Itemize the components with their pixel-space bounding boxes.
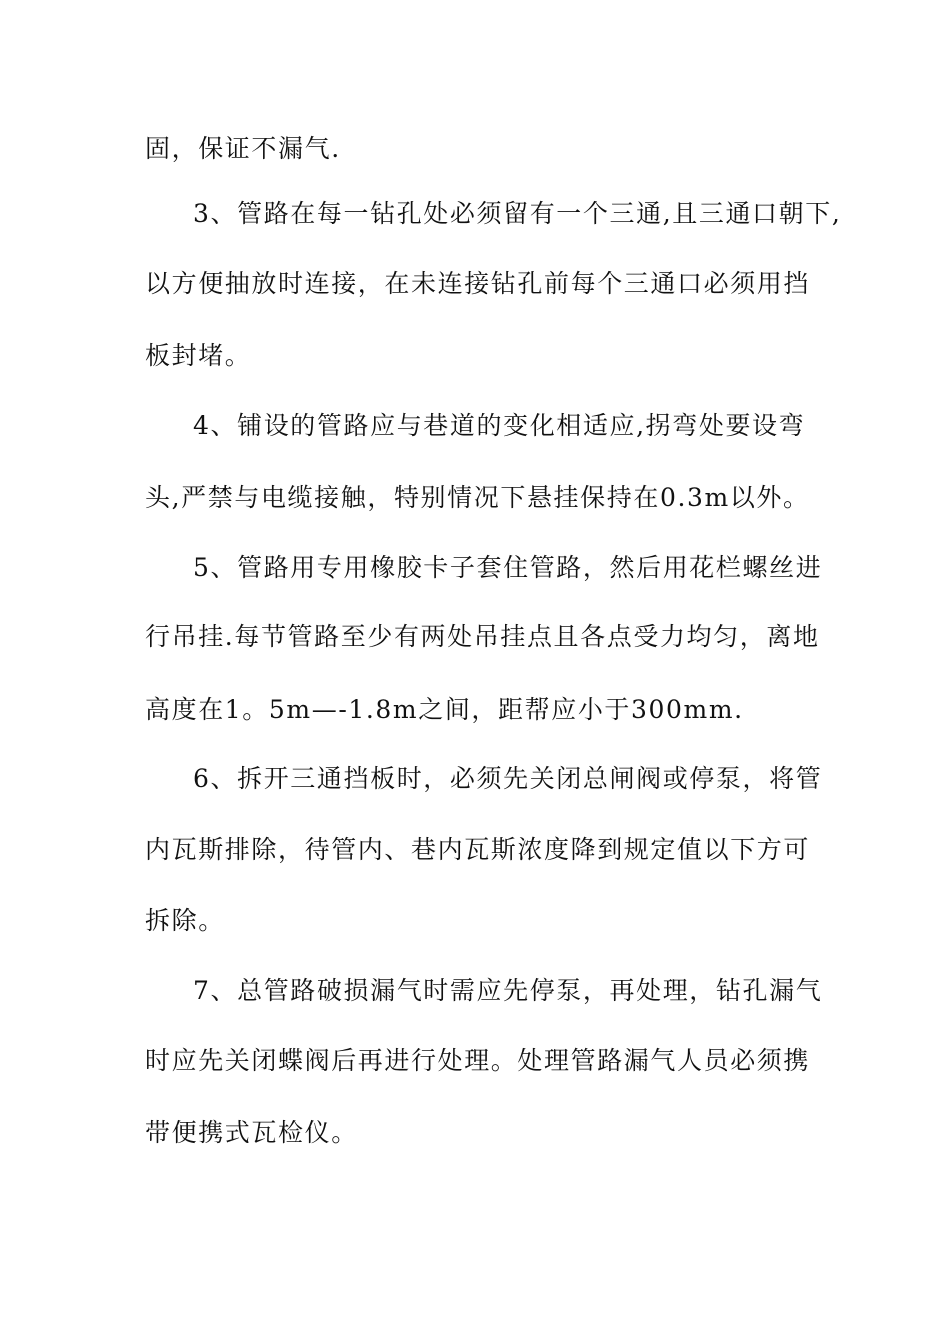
text-line: 内瓦斯排除，待管内、巷内瓦斯浓度降到规定值以下方可 (145, 835, 811, 864)
paragraph-item-6: 6、拆开三通挡板时，必须先关闭总闸阀或停泵，将管 (193, 764, 823, 793)
text-line: 以方便抽放时连接，在未连接钻孔前每个三通口必须用挡 (145, 269, 811, 298)
paragraph-item-5: 5、管路用专用橡胶卡子套住管路，然后用花栏螺丝进 (193, 553, 823, 582)
paragraph-item-7: 7、总管路破损漏气时需应先停泵，再处理，钻孔漏气 (193, 976, 823, 1005)
paragraph-item-4: 4、铺设的管路应与巷道的变化相适应,拐弯处要设弯 (193, 411, 806, 440)
text-line: 行吊挂.每节管路至少有两处吊挂点且各点受力均匀，离地 (145, 622, 820, 651)
text-line: 板封堵。 (145, 341, 252, 370)
text-line: 高度在1。5m—-1.8m之间，距帮应小于300mm. (145, 695, 744, 724)
text-line: 头,严禁与电缆接触，特别情况下悬挂保持在0.3m以外。 (145, 483, 810, 512)
text-line: 时应先关闭蝶阀后再进行处理。处理管路漏气人员必须携 (145, 1046, 811, 1075)
paragraph-item-3: 3、管路在每一钻孔处必须留有一个三通,且三通口朝下, (193, 199, 842, 228)
text-line: 带便携式瓦检仪。 (145, 1118, 358, 1147)
text-line: 固，保证不漏气. (145, 134, 341, 163)
text-line: 拆除。 (145, 906, 225, 935)
